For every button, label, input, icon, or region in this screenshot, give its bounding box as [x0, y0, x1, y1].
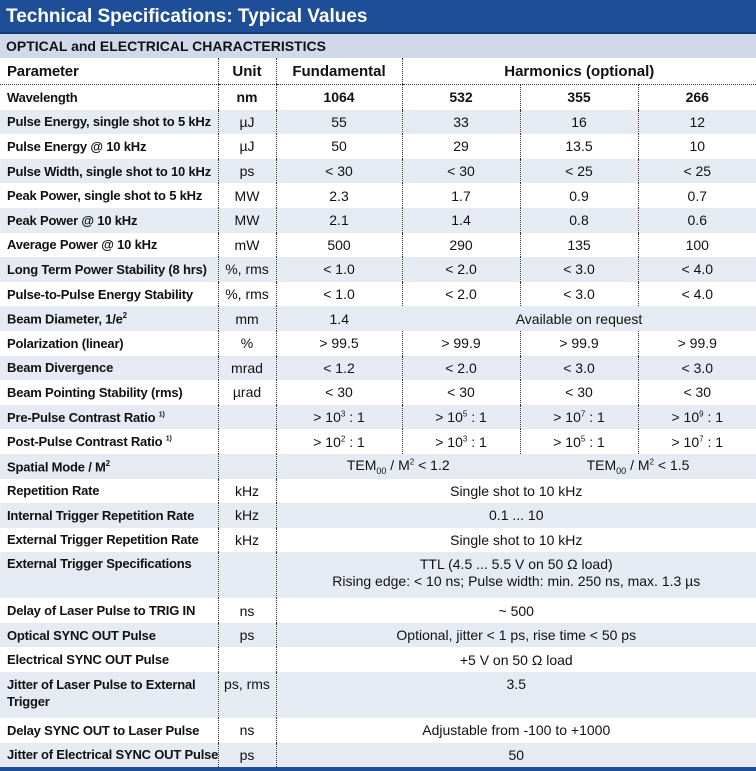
value-span-cell: +5 V on 50 Ω load: [276, 647, 756, 672]
param-label: Beam Divergence: [0, 356, 218, 381]
value-cell: < 4.0: [638, 257, 756, 282]
unit-cell: mW: [218, 233, 276, 258]
unit-cell: [218, 454, 276, 479]
value-cell: > 99.9: [638, 331, 756, 356]
table-row: [0, 356, 756, 381]
unit-cell: ps: [218, 623, 276, 648]
param-label: Delay SYNC OUT to Laser Pulse: [7, 722, 200, 738]
param-label: Pulse-to-Pulse Energy Stability: [7, 286, 193, 302]
table-row: [0, 479, 756, 504]
value-cell: < 30: [276, 159, 402, 184]
param-label: Peak Power @ 10 kHz: [0, 208, 218, 233]
value-cell: 1.4: [276, 306, 402, 331]
unit-cell: %, rms: [218, 257, 276, 282]
unit-cell: ps, rms: [218, 672, 276, 718]
table-row: [0, 110, 756, 135]
table-row: [0, 233, 756, 258]
header-fundamental: Fundamental: [276, 58, 402, 85]
param-label: [0, 405, 218, 430]
table-row: [0, 623, 756, 648]
value-cell: < 3.0: [520, 282, 638, 307]
unit-cell: ps: [218, 159, 276, 184]
unit-cell: ps: [218, 743, 276, 768]
param-label: [0, 306, 218, 331]
param-label: Electrical SYNC OUT Pulse: [7, 652, 169, 668]
value-span-cell: Single shot to 10 kHz: [276, 479, 756, 504]
value-cell: 355: [520, 85, 638, 110]
param-label: Average Power @ 10 kHz: [7, 237, 158, 253]
param-label: Optical SYNC OUT Pulse: [0, 623, 218, 648]
value-span-cell: Single shot to 10 kHz: [276, 528, 756, 553]
value-cell: < 4.0: [638, 282, 756, 307]
value-cell: 0.6: [638, 208, 756, 233]
value-cell: > $10^9$ : 1: [638, 405, 756, 430]
table-row: [0, 503, 756, 528]
value-cell: < 3.0: [520, 257, 638, 282]
unit-cell: %, rms: [218, 282, 276, 307]
value-cell: < 2.0: [402, 282, 520, 307]
unit-cell: MW: [218, 183, 276, 208]
value-cell: > $10^3$ : 1: [276, 405, 402, 430]
value-cell: < 30: [402, 380, 520, 405]
value-span-cell: ~ 500: [276, 598, 756, 623]
param-label: Wavelength: [7, 89, 78, 105]
value-cell: 1.4: [402, 208, 520, 233]
value-cell: < 1.0: [276, 282, 402, 307]
value-cell: < 1.0: [276, 257, 402, 282]
param-text: Spatial Mode / M: [7, 458, 106, 474]
table-row: [0, 208, 756, 233]
value-cell: 0.9: [520, 183, 638, 208]
unit-cell: [218, 552, 276, 598]
param-label: Repetition Rate: [7, 483, 100, 499]
param-label: External Trigger Specifications: [0, 552, 218, 598]
value-span-cell: Optional, jitter < 1 ps, rise time < 50 ps: [276, 623, 756, 648]
trigger-spec-line-1: TTL (4.5 ... 5.5 V on 50 Ω load): [419, 556, 613, 573]
param-text: Pre-Pulse Contrast Ratio: [7, 409, 156, 425]
value-cell: > $10^7$ : 1: [520, 405, 638, 430]
unit-cell: MW: [218, 208, 276, 233]
table-row: [0, 598, 756, 623]
unit-cell: [218, 405, 276, 430]
param-label: [0, 429, 218, 454]
table-row: [0, 306, 756, 331]
table-header-row: [0, 58, 756, 85]
table-row: [0, 454, 756, 479]
header-parameter: Parameter: [0, 58, 218, 85]
param-label: Pulse Energy @ 10 kHz: [7, 138, 147, 154]
value-cell: < 30: [276, 380, 402, 405]
value-cell: < 1.2: [276, 356, 402, 381]
value-cell: < 2.0: [402, 257, 520, 282]
value-span-cell: 50: [276, 743, 756, 768]
value-cell: 33: [402, 110, 520, 135]
table-row: [0, 159, 756, 184]
value-cell: > $10^3$ : 1: [402, 429, 520, 454]
value-span-cell: 3.5: [276, 672, 756, 718]
value-cell: 1064: [276, 85, 402, 110]
value-cell: 10: [638, 134, 756, 159]
table-row: [0, 380, 756, 405]
value-cell: < 25: [520, 159, 638, 184]
unit-cell: kHz: [218, 528, 276, 553]
table-row: [0, 552, 756, 598]
superscript: 2: [105, 458, 110, 468]
unit-cell: [218, 429, 276, 454]
value-cell: > $10^5$ : 1: [520, 429, 638, 454]
header-harmonics: Harmonics (optional): [402, 58, 756, 85]
value-cell: 29: [402, 134, 520, 159]
footnote-mark: 1): [158, 411, 165, 419]
value-cell: < 2.0: [402, 356, 520, 381]
unit-cell: kHz: [218, 503, 276, 528]
table-row: [0, 718, 756, 743]
value-cell: 1.7: [402, 183, 520, 208]
unit-cell: µJ: [218, 134, 276, 159]
unit-cell: %: [218, 331, 276, 356]
value-span-cell: Available on request: [402, 306, 756, 331]
value-cell: 500: [276, 233, 402, 258]
table-row: [0, 183, 756, 208]
param-label: Polarization (linear): [7, 335, 124, 351]
value-cell: 290: [402, 233, 520, 258]
param-label: Jitter of Laser Pulse to External Trigger: [0, 672, 218, 718]
table-row: [0, 405, 756, 430]
param-label: [0, 454, 218, 479]
table-row: [0, 672, 756, 718]
param-label: Peak Power, single shot to 5 kHz: [7, 188, 203, 204]
value-cell: 135: [520, 233, 638, 258]
unit-cell: kHz: [218, 479, 276, 504]
unit-cell: ns: [218, 598, 276, 623]
unit-cell: [218, 647, 276, 672]
unit-cell: mrad: [218, 356, 276, 381]
section-heading: OPTICAL and ELECTRICAL CHARACTERISTICS: [0, 34, 756, 58]
unit-cell: µrad: [218, 380, 276, 405]
param-label: Pulse Energy, single shot to 5 kHz: [0, 110, 218, 135]
unit-cell: mm: [218, 306, 276, 331]
value-span-cell: $TEM_{00} / M^2 < 1.5$: [520, 454, 756, 479]
value-cell: < 25: [638, 159, 756, 184]
value-span-cell: Adjustable from -100 to +1000: [276, 718, 756, 743]
value-cell: < 30: [638, 380, 756, 405]
value-cell: < 3.0: [638, 356, 756, 381]
bottom-rule: [0, 767, 756, 771]
value-cell: > 99.9: [520, 331, 638, 356]
value-cell: 266: [638, 85, 756, 110]
param-label: Delay of Laser Pulse to TRIG IN: [7, 603, 196, 619]
spec-table: [0, 58, 756, 767]
value-cell: < 30: [402, 159, 520, 184]
table-row: [0, 743, 756, 768]
value-span-cell: 0.1 ... 10: [276, 503, 756, 528]
table-row: [0, 429, 756, 454]
param-text: Post-Pulse Contrast Ratio: [7, 434, 163, 450]
value-cell: 2.1: [276, 208, 402, 233]
value-cell: < 3.0: [520, 356, 638, 381]
param-text: Beam Diameter, 1/e: [7, 311, 123, 327]
value-cell: > $10^7$ : 1: [638, 429, 756, 454]
unit-cell: ns: [218, 718, 276, 743]
value-cell: > 99.9: [402, 331, 520, 356]
value-cell: 13.5: [520, 134, 638, 159]
param-label: Beam Pointing Stability (rms): [7, 384, 183, 400]
param-label: External Trigger Repetition Rate: [7, 532, 199, 548]
table-row: [0, 647, 756, 672]
table-row: [0, 257, 756, 282]
table-row: [0, 282, 756, 307]
table-row: [0, 331, 756, 356]
header-unit: Unit: [218, 58, 276, 85]
value-cell: 12: [638, 110, 756, 135]
value-span-cell: [276, 552, 756, 598]
value-cell: > $10^5$ : 1: [402, 405, 520, 430]
superscript: 2: [122, 310, 127, 320]
value-cell: 532: [402, 85, 520, 110]
footnote-mark: 1): [165, 435, 172, 443]
table-row: [0, 134, 756, 159]
value-cell: < 30: [520, 380, 638, 405]
value-cell: 16: [520, 110, 638, 135]
param-label: Long Term Power Stability (8 hrs): [0, 257, 218, 282]
unit-cell: nm: [218, 85, 276, 110]
value-cell: 0.7: [638, 183, 756, 208]
value-cell: > 99.5: [276, 331, 402, 356]
value-span-cell: $TEM_{00} / M^2 < 1.2$: [276, 454, 520, 479]
trigger-spec-line-2: Rising edge: < 10 ns; Pulse width: min. 250 ns, max. 1.3 µs: [332, 573, 701, 590]
value-cell: 0.8: [520, 208, 638, 233]
param-label: Pulse Width, single shot to 10 kHz: [0, 159, 218, 184]
param-label: Jitter of Electrical SYNC OUT Pulse: [0, 743, 218, 768]
value-cell: > $10^2$ : 1: [276, 429, 402, 454]
param-label: Internal Trigger Repetition Rate: [0, 503, 218, 528]
page-title: Technical Specifications: Typical Values: [0, 0, 756, 34]
value-cell: 50: [276, 134, 402, 159]
table-row: [0, 85, 756, 110]
table-row: [0, 528, 756, 553]
unit-cell: µJ: [218, 110, 276, 135]
value-cell: 55: [276, 110, 402, 135]
value-cell: 2.3: [276, 183, 402, 208]
value-cell: 100: [638, 233, 756, 258]
